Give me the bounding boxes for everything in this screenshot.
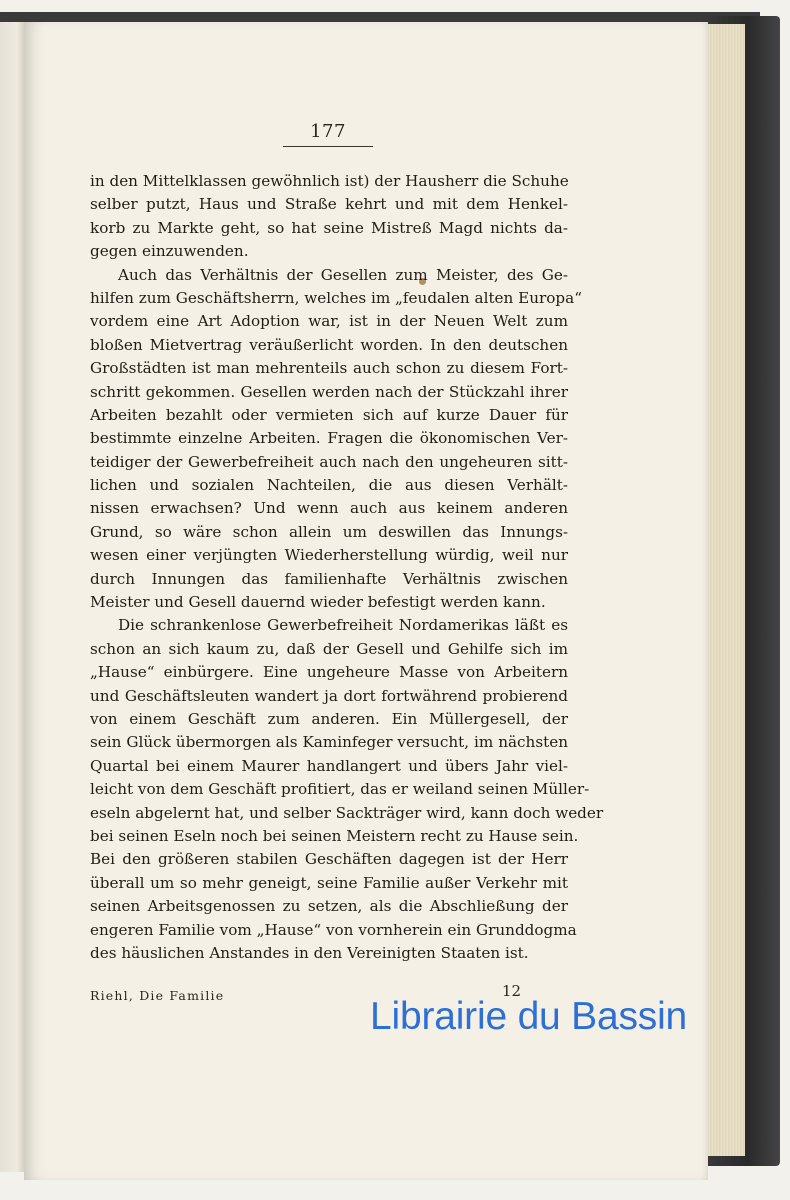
text-line: seinen Arbeitsgenossen zu setzen, als die Abschließung der (90, 897, 568, 916)
watermark-text: Librairie du Bassin (370, 995, 688, 1038)
page-number: 177 (310, 121, 346, 142)
text-line: eseln abgelernt hat, und selber Sackträger wird, kann doch weder (90, 803, 604, 822)
text-line: gegen einzuwenden. (90, 242, 249, 261)
text-line: sein Glück übermorgen als Kaminfeger versucht, im nächsten (90, 733, 568, 752)
text-line: Auch das Verhältnis der Gesellen zum Meister, des Ge- (118, 265, 568, 284)
text-line: hilfen zum Geschäftsherrn, welches im „feudalen alten Europa“ (90, 288, 582, 307)
text-line: des häuslichen Anstandes in den Vereinigten Staaten ist. (90, 943, 529, 962)
text-line: von einem Geschäft zum anderen. Ein Müllergesell, der (90, 709, 568, 728)
page-number-rule (283, 146, 373, 147)
text-line: Arbeiten bezahlt oder vermieten sich auf kurze Dauer für (90, 405, 568, 424)
facing-page-edge (0, 22, 24, 1172)
text-line: bei seinen Eseln noch bei seinen Meistern recht zu Hause sein. (90, 826, 579, 845)
book-cover-top-edge (0, 12, 760, 22)
text-line: bloßen Mietvertrag veräußerlicht worden. In den deutschen (90, 335, 568, 354)
text-line: „Hause“ einbürgere. Eine ungeheure Masse von Arbeitern (90, 663, 568, 682)
text-line: Quartal bei einem Maurer handlangert und übers Jahr viel- (90, 756, 568, 775)
page-body-text (90, 170, 604, 965)
page-stack-edge (706, 24, 745, 1156)
text-line: schon an sich kaum zu, daß der Gesell und Gehilfe sich im (90, 639, 568, 658)
text-line: lichen und sozialen Nachteilen, die aus diesen Verhält- (90, 476, 568, 495)
text-line: korb zu Markte geht, so hat seine Mistreß Magd nichts da- (90, 218, 568, 237)
text-line: überall um so mehr geneigt, seine Familie außer Verkehr mit (90, 873, 568, 892)
text-line: Grund, so wäre schon allein um deswillen das Innungs- (90, 522, 568, 541)
text-line: bestimmte einzelne Arbeiten. Fragen die ökonomischen Ver- (90, 429, 568, 448)
text-line: Großstädten ist man mehrenteils auch schon zu diesem Fort- (90, 359, 568, 378)
text-line: leicht von dem Geschäft profitiert, das er weiland seinen Müller- (90, 780, 590, 799)
text-line: Bei den größeren stabilen Geschäften dagegen ist der Herr (90, 850, 568, 869)
text-line: selber putzt, Haus und Straße kehrt und mit dem Henkel- (90, 195, 568, 214)
text-line: wesen einer verjüngten Wiederherstellung würdig, weil nur (90, 546, 568, 565)
text-line: in den Mittelklassen gewöhnlich ist) der Hausherr die Schuhe (90, 172, 569, 190)
text-line: und Geschäftsleuten wandert ja dort fortwährend probierend (90, 686, 568, 705)
footer-signature: Riehl, Die Familie (90, 988, 225, 1003)
text-line: durch Innungen das familienhafte Verhältnis zwischen (90, 569, 568, 588)
text-line: schritt gekommen. Gesellen werden nach der Stückzahl ihrer (90, 382, 568, 401)
text-line: Meister und Gesell dauernd wieder befestigt werden kann. (90, 593, 546, 612)
text-line: nissen erwachsen? Und wenn auch aus keinem anderen (90, 499, 568, 518)
text-line: engeren Familie vom „Hause“ von vornherein ein Grunddogma (90, 920, 577, 939)
footer-sheet-number: 12 (502, 982, 522, 1000)
text-line: Die schrankenlose Gewerbefreiheit Nordamerikas läßt es (118, 616, 568, 635)
text-line: vordem eine Art Adoption war, ist in der Neuen Welt zum (90, 312, 568, 331)
text-line: teidiger der Gewerbefreiheit auch nach den ungeheuren sitt- (90, 452, 568, 471)
